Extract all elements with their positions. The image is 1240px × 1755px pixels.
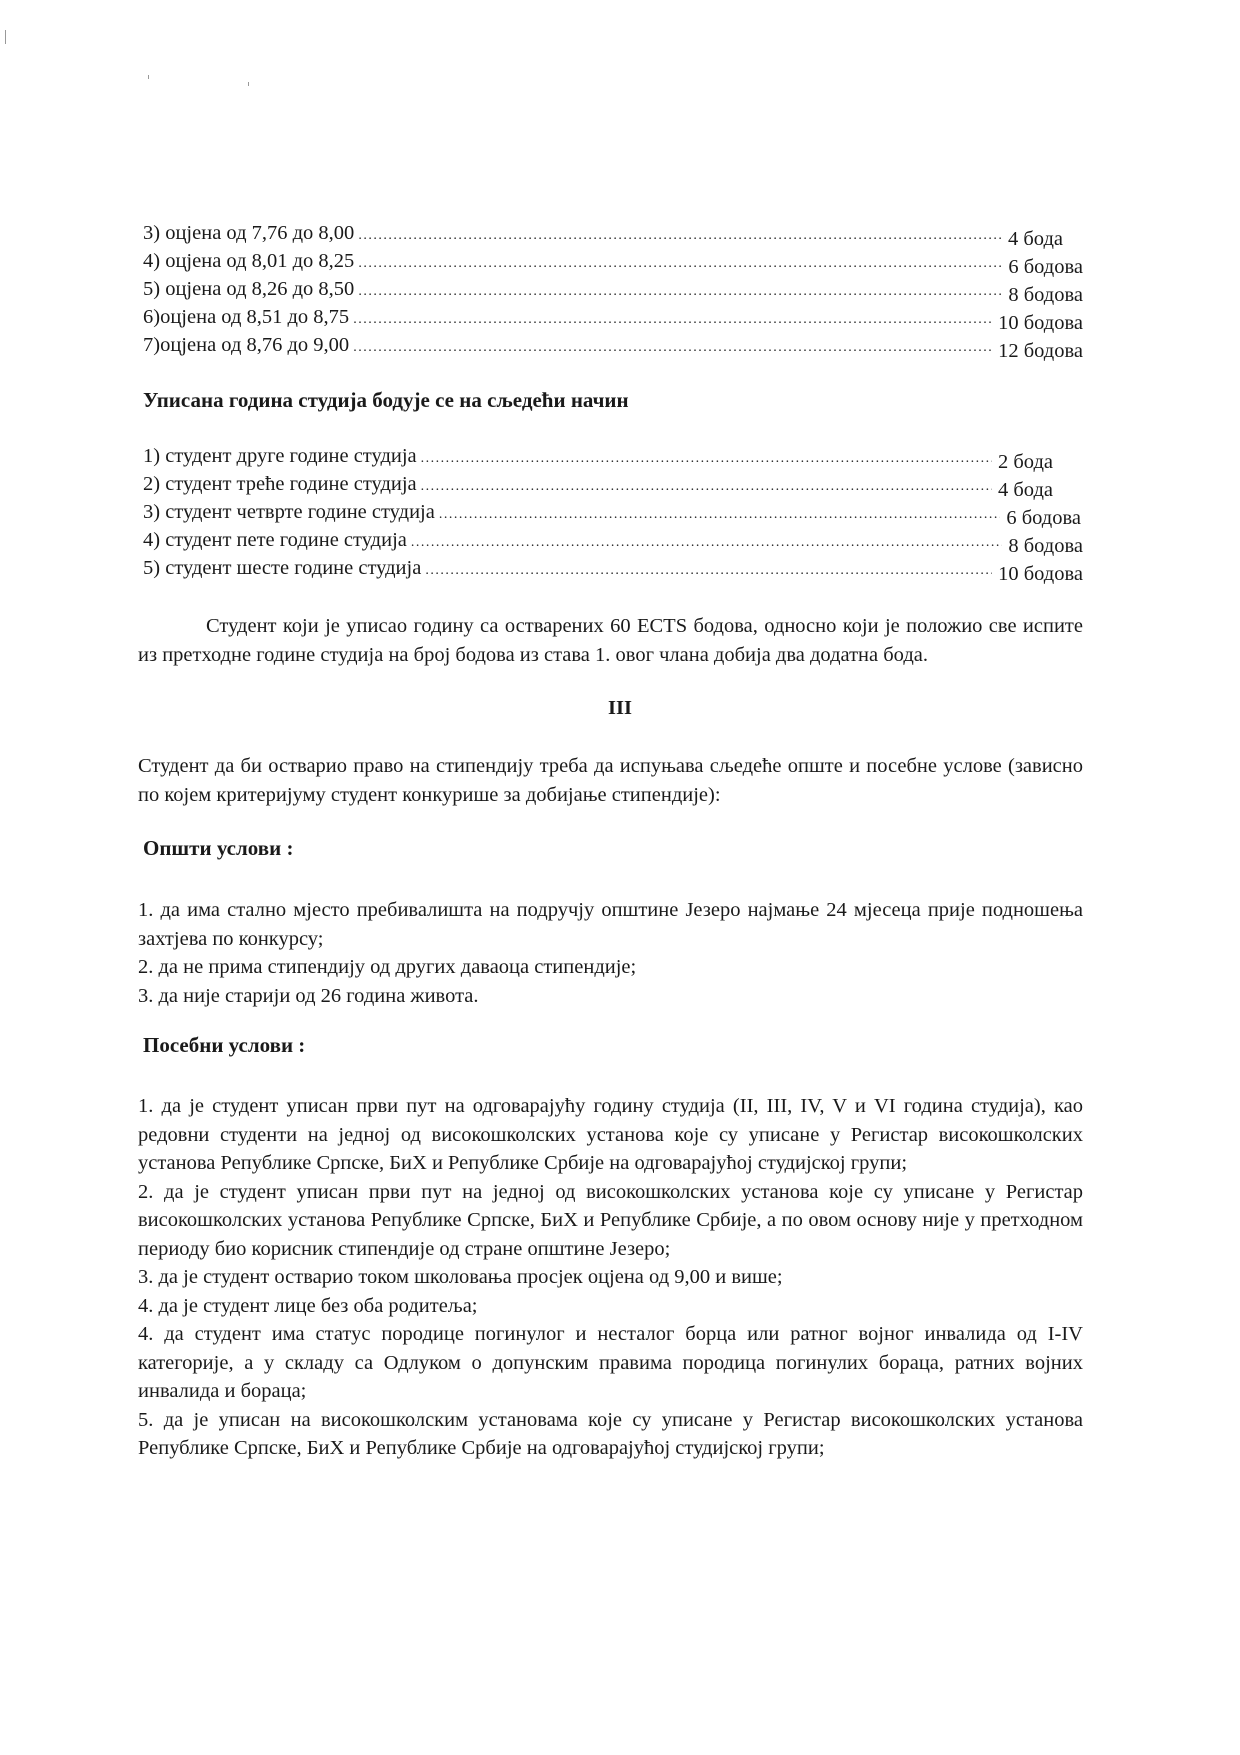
grade-points: 10 бодова (998, 312, 1083, 334)
grade-points: 4 бода (1008, 228, 1063, 250)
condition-item: 4. да је студент лице без оба родитеља; (138, 1294, 478, 1317)
grade-row (143, 275, 1083, 306)
dot-leader (425, 557, 992, 585)
dot-leader (358, 222, 1002, 250)
grade-points: 8 бодова (1008, 284, 1083, 306)
condition-item: 1. да је студент уписан први пут на одговарајућу годину студија (II, III, IV, V и VI година студија), као редовни студенти на једној од високошколских установа које су уписане у Регистар високошколских установа Републике Српске, БиХ и Републике Србије на одговарајућој студијској групи; (138, 1095, 1083, 1174)
year-label: 5) студент шесте године студија (143, 557, 422, 579)
dot-leader (421, 445, 992, 473)
year-label: 2) студент треће године студија (143, 473, 417, 495)
grades-list (143, 219, 1083, 362)
grade-points: 12 бодова (998, 340, 1083, 362)
intro-text: Студент да би остварио право на стипендију треба да испуњава сљедеће опште и посебне услове (зависно по којем критеријуму студент конкурише за добијање стипендије): (138, 755, 1083, 806)
grade-label: 7)оцјена од 8,76 до 9,00 (143, 334, 350, 356)
year-row (143, 442, 1053, 473)
general-conditions (138, 896, 1083, 1010)
years-list (143, 442, 1083, 585)
scan-mark (5, 30, 6, 44)
condition-item: 1. да има стално мјесто пребивалишта на подручју општине Језеро најмање 24 мјесеца прије подношења захтјева по конкурсу; (138, 899, 1083, 950)
grade-row (143, 247, 1083, 278)
year-row (143, 526, 1083, 557)
condition-item: 5. да је уписан на високошколским установама које су уписане у Регистар високошколских установа Републике Српске, БиХ и Републике Србије на одговарајућој студијској групи; (138, 1408, 1083, 1459)
year-points: 4 бода (998, 479, 1053, 501)
scan-mark (248, 82, 249, 86)
year-row (143, 554, 1083, 585)
dot-leader (439, 501, 1001, 529)
year-points: 6 бодова (1006, 507, 1081, 529)
year-row (143, 498, 1081, 529)
bonus-paragraph (138, 612, 1083, 669)
grade-label: 3) оцјена од 7,76 до 8,00 (143, 222, 355, 244)
year-label: 3) студент четврте године студија (143, 501, 435, 523)
dot-leader (411, 529, 1002, 557)
grade-points: 6 бодова (1008, 256, 1083, 278)
year-label: 1) студент друге године студија (143, 445, 417, 467)
year-heading: Уписана година студија бодује се на сљедећи начин (143, 388, 629, 412)
scan-mark (148, 75, 149, 79)
general-heading: Општи услови : (143, 836, 294, 860)
dot-leader (358, 278, 1002, 306)
grade-label: 5) оцјена од 8,26 до 8,50 (143, 278, 355, 300)
grade-row (143, 331, 1083, 362)
condition-item: 2. да не прима стипендију од других даваоца стипендије; (138, 956, 637, 978)
special-conditions (138, 1092, 1083, 1463)
grade-row (143, 303, 1083, 334)
year-points: 10 бодова (998, 563, 1083, 585)
condition-item: 2. да је студент уписан први пут на једној од високошколских установа које су уписане у Регистар високошколских установа Републике Српске, БиХ и Републике Србије, а по овом основу није у претходном периоду био корисник стипендије од стране општине Језеро; (138, 1180, 1083, 1260)
year-label: 4) студент пете године студија (143, 529, 407, 551)
special-heading: Посебни услови : (143, 1033, 306, 1057)
dot-leader (353, 334, 992, 362)
grade-label: 4) оцјена од 8,01 до 8,25 (143, 250, 355, 272)
grade-row (143, 219, 1063, 250)
dot-leader (358, 250, 1002, 278)
condition-item: 3. да је студент остварио током школовања просјек оцјена од 9,00 и више; (138, 1266, 783, 1288)
intro-paragraph (138, 752, 1083, 809)
year-points: 8 бодова (1008, 535, 1083, 557)
condition-item: 4. да студент има статус породице погинулог и несталог борца или ратног војног инвалида од I-IV категорије, а у складу са Одлуком о допунским правима породица погинулих бораца, ратних војних инвалида и бораца; (138, 1323, 1083, 1402)
dot-leader (421, 473, 992, 501)
condition-item: 3. да није старији од 26 година живота. (138, 984, 479, 1007)
year-points: 2 бода (998, 451, 1053, 473)
bonus-text: Студент који је уписао годину са остварених 60 ECTS бодова, односно који је положио све испите из претходне године студија на број бодова из става 1. овог члана добија два додатна бода. (138, 615, 1083, 666)
section-number: III (608, 697, 632, 719)
year-row (143, 470, 1053, 501)
grade-label: 6)оцјена од 8,51 до 8,75 (143, 306, 350, 328)
dot-leader (353, 306, 992, 334)
